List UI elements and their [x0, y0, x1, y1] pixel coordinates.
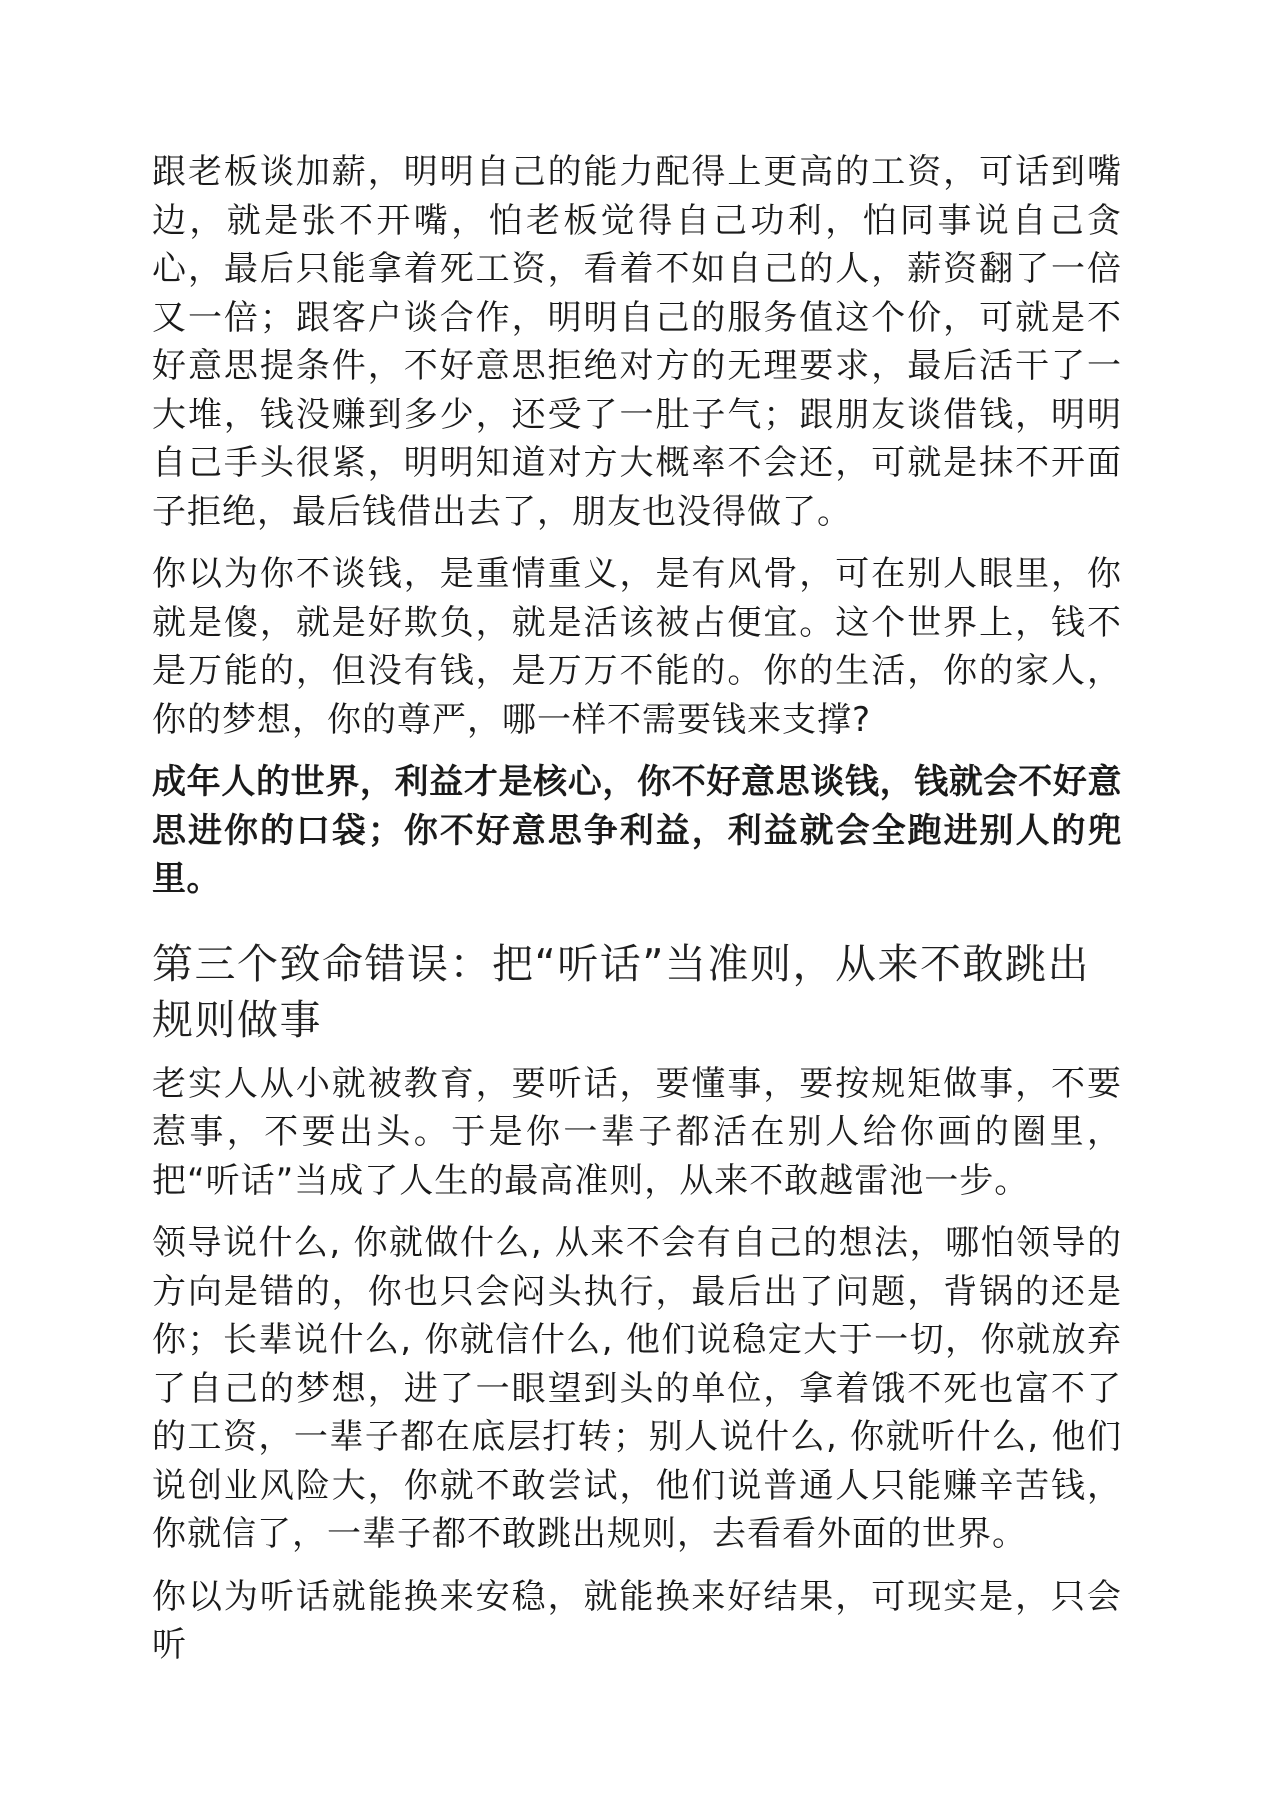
- paragraph-salary-negotiation: 跟老板谈加薪，明明自己的能力配得上更高的工资，可话到嘴边，就是张不开嘴，怕老板觉得自己功利，怕同事说自己贪心，最后只能拿着死工资，看着不如自己的人，薪资翻了一倍又一倍；跟客户谈合作，明明自己的服务值这个价，可就是不好意思提条件，不好意思拒绝对方的无理要求，最后活干了一大堆，钱没赚到多少，还受了一肚子气；跟朋友谈借钱，明明自己手头很紧，明明知道对方大概率不会还，可就是抹不开面子拒绝，最后钱借出去了，朋友也没得做了。: [152, 152, 1122, 532]
- article-body: [152, 148, 1122, 1684]
- paragraph-emphasis: 成年人的世界，利益才是核心，你不好意思谈钱，钱就会不好意思进你的口袋；你不好意思争利益，利益就会全跑进别人的兜里。: [152, 762, 1122, 899]
- paragraph-money-matters: 你以为你不谈钱，是重情重义，是有风骨，可在别人眼里，你就是傻，就是好欺负，就是活该被占便宜。这个世界上，钱不是万能的，但没有钱，是万万不能的。你的生活，你的家人，你的梦想，你的尊严，哪一样不需要钱来支撑?: [152, 554, 1122, 740]
- paragraph-obedience-examples: 领导说什么, 你就做什么, 从来不会有自己的想法，哪怕领导的方向是错的，你也只会闷头执行，最后出了问题，背锅的还是你；长辈说什么, 你就信什么, 他们说稳定大于一切，你就放弃了自己的梦想，进了一眼望到头的单位，拿着饿不死也富不了的工资，一辈子都在底层打转；别人说什么, 你就听什么, 他们说创业风险大，你就不敢尝试，他们说普通人只能赚辛苦钱，你就信了，一辈子都不敢跳出规则，去看看外面的世界。: [152, 1223, 1122, 1554]
- paragraph-obedience-upbringing: 老实人从小就被教育，要听话，要懂事，要按规矩做事，不要惹事，不要出头。于是你一辈子都活在别人给你画的圈里，把“听话”当成了人生的最高准则，从来不敢越雷池一步。: [152, 1063, 1122, 1201]
- paragraph-obedience-conclusion: 你以为听话就能换来安稳，就能换来好结果，可现实是，只会听: [152, 1576, 1122, 1665]
- section-heading: 第三个致命错误：把“听话”当准则，从来不敢跳出规则做事: [152, 939, 1090, 1044]
